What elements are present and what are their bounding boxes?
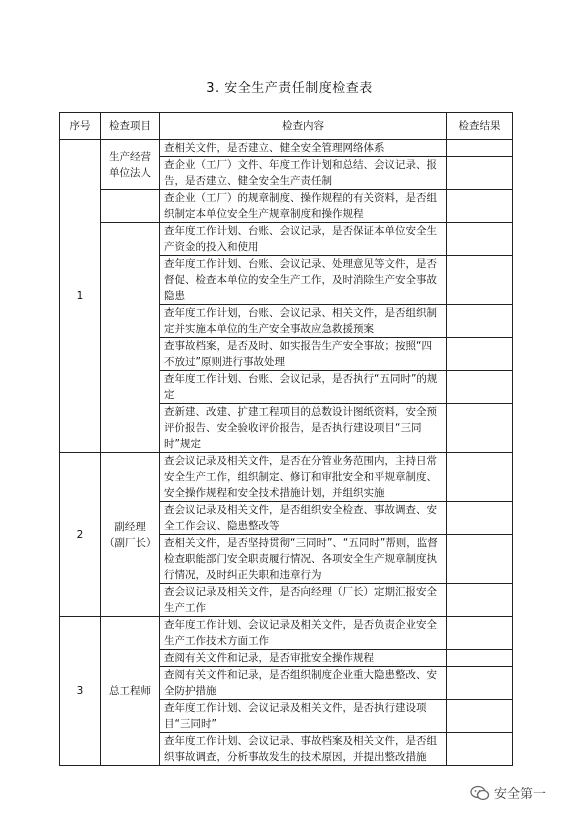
- check-result: [447, 733, 513, 766]
- group-item: 副经理（副厂长）: [101, 453, 160, 617]
- check-result: [447, 667, 513, 700]
- check-content: 查会议记录及相关文件，是否向经理（厂长）定期汇报安全生产工作: [160, 584, 447, 617]
- table-row: [60, 617, 513, 650]
- check-content: 查年度工作计划，台账、会议记录、相关文件，是否组织制定并实施本单位的生产安全事故应急救援预案: [160, 305, 447, 338]
- check-content: 查事故档案，是否及时、如实报告生产安全事故；按照“四不放过”原则进行事故处理: [160, 338, 447, 371]
- check-result: [447, 502, 513, 535]
- inspection-table: [59, 112, 513, 766]
- check-content: 查阅有关文件和记录，是否组织制度企业重大隐患整改、安全防护措施: [160, 667, 447, 700]
- check-content: 查阅有关文件和记录，是否审批安全操作规程: [160, 650, 447, 667]
- check-result: [447, 535, 513, 584]
- watermark: [470, 783, 546, 802]
- table-row: [60, 453, 513, 502]
- group-item: 生产经营单位法人: [101, 140, 160, 190]
- check-result: [447, 140, 513, 157]
- table-row: [60, 140, 513, 157]
- check-result: [447, 700, 513, 733]
- check-result: [447, 617, 513, 650]
- group-number: 3: [60, 617, 101, 766]
- header-no: 序号: [60, 113, 101, 140]
- check-result: [447, 650, 513, 667]
- check-result: [447, 338, 513, 371]
- check-content: 查年度工作计划、台账、会议记录，是否保证本单位安全生产资金的投入和使用: [160, 223, 447, 256]
- check-result: [447, 371, 513, 404]
- check-content: 查企业（工厂）文件、年度工作计划和总结、会议记录、报告，是否建立、健全安全生产责任制: [160, 157, 447, 190]
- check-content: 查会议记录及相关文件，是否在分管业务范围内，主持日常安全生产工作，组织制定、修订和审批安全和平规章制度、安全操作规程和安全技术措施计划，并组织实施: [160, 453, 447, 502]
- check-result: [447, 453, 513, 502]
- check-content: 查新建、改建、扩建工程项目的总数设计图纸资料，安全预评价报告、安全验收评价报告，是否执行建设项目“三同时”规定: [160, 404, 447, 453]
- group-item-empty: [101, 190, 160, 223]
- check-content: 查相关文件，是否坚持贯彻“三同时”、“五同时”帮则，监督检查职能部门安全职责履行情况、各项安全生产规章制度执行情况，及时纠正失职和违章行为: [160, 535, 447, 584]
- group-number: 1: [60, 140, 101, 453]
- table-row: [60, 223, 513, 256]
- check-content: 查相关文件，是否建立、健全安全管理网络体系: [160, 140, 447, 157]
- group-item-empty: [101, 223, 160, 453]
- check-content: 查年度工作计划、会议记录及相关文件，是否执行建设项目“三同时”: [160, 700, 447, 733]
- header-content: 检查内容: [160, 113, 447, 140]
- group-item: 总工程师: [101, 617, 160, 766]
- check-result: [447, 190, 513, 223]
- page-title: 3. 安全生产责任制度检查表: [206, 81, 373, 96]
- check-result: [447, 223, 513, 256]
- watermark-text: 安全第一: [494, 787, 547, 802]
- group-number: 2: [60, 453, 101, 617]
- wechat-logo-icon: [470, 785, 490, 801]
- header-result: 检查结果: [447, 113, 513, 140]
- check-result: [447, 404, 513, 453]
- check-content: 查年度工作计划、会议记录、事故档案及相关文件，是否组织事故调查，分析事故发生的技术原因，并提出整改措施: [160, 733, 447, 766]
- check-content: 查会议记录及相关文件，是否组织安全检查、事故调查、安全工作会议、隐患整改等: [160, 502, 447, 535]
- check-content: 查年度工作计划、台账、会议记录、处理意见等文件，是否督促、检查本单位的安全生产工作，及时消除生产安全事故隐患: [160, 256, 447, 305]
- check-content: 查企业（工厂）的规章制度、操作规程的有关资料，是否组织制定本单位安全生产规章制度和操作规程: [160, 190, 447, 223]
- check-result: [447, 305, 513, 338]
- check-result: [447, 256, 513, 305]
- check-content: 查年度工作计划、台账、会议记录，是否执行“五同时”的规定: [160, 371, 447, 404]
- table-header-row: [60, 113, 513, 140]
- header-item: 检查项目: [101, 113, 160, 140]
- check-result: [447, 584, 513, 617]
- check-content: 查年度工作计划、会议记录及相关文件，是否负责企业安全生产工作技术方面工作: [160, 617, 447, 650]
- check-result: [447, 157, 513, 190]
- table-row: [60, 190, 513, 223]
